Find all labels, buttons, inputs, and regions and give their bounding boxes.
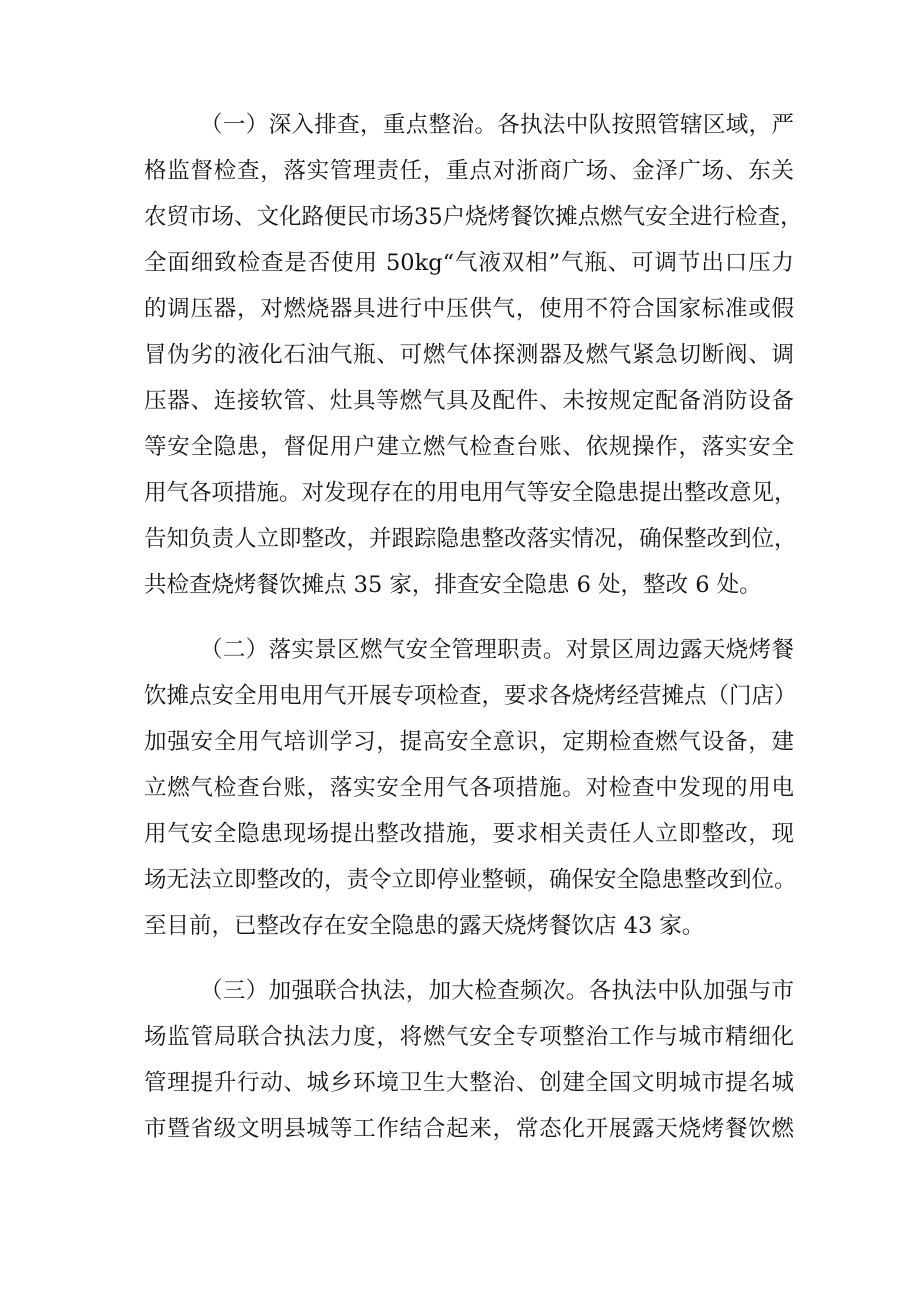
- text-line: 共检查烧烤餐饮摊点 35 家，排查安全隐患 6 处，整改 6 处。: [144, 572, 762, 598]
- text-line: 冒伪劣的液化石油气瓶、可燃气体探测器及燃气紧急切断阀、调: [144, 342, 794, 368]
- text-line: 用气各项措施。对发现存在的用电用气等安全隐患提出整改意见，: [144, 480, 797, 506]
- text-line: 压器、连接软管、灶具等燃气具及配件、未按规定配备消防设备: [144, 388, 794, 414]
- text-line: 场无法立即整改的，责令立即停业整顿，确保安全隐患整改到位。: [144, 867, 797, 893]
- text-line: 立燃气检查台账，落实安全用气各项措施。对检查中发现的用电: [144, 775, 794, 801]
- text-line: 的调压器，对燃烧器具进行中压供气，使用不符合国家标准或假: [144, 296, 794, 322]
- text-line: 市暨省级文明县城等工作结合起来，常态化开展露天烧烤餐饮燃: [144, 1116, 794, 1142]
- text-line: 至目前，已整改存在安全隐患的露天烧烤餐饮店 43 家。: [144, 913, 705, 939]
- text-line: 用气安全隐患现场提出整改措施，要求相关责任人立即整改，现: [144, 821, 794, 847]
- text-line: 加强安全用气培训学习，提高安全意识，定期检查燃气设备，建: [144, 729, 794, 755]
- text-line: （三）加强联合执法，加大检查频次。各执法中队加强与市: [200, 978, 794, 1004]
- text-line: 全面细致检查是否使用 50kg“气液双相”气瓶、可调节出口压力: [144, 250, 794, 276]
- text-line: 格监督检查，落实管理责任，重点对浙商广场、金泽广场、东关: [144, 158, 794, 184]
- text-line: 饮摊点安全用电用气开展专项检查，要求各烧烤经营摊点（门店）: [144, 683, 797, 709]
- text-line: 管理提升行动、城乡环境卫生大整治、创建全国文明城市提名城: [144, 1070, 794, 1096]
- text-line: 告知负责人立即整改，并跟踪隐患整改落实情况，确保整改到位，: [144, 526, 797, 552]
- text-line: 场监管局联合执法力度，将燃气安全专项整治工作与城市精细化: [144, 1024, 794, 1050]
- text-line: （一）深入排查，重点整治。各执法中队按照管辖区域，严: [200, 112, 794, 138]
- text-line: 等安全隐患，督促用户建立燃气检查台账、依规操作，落实安全: [144, 434, 794, 460]
- text-line: （二）落实景区燃气安全管理职责。对景区周边露天烧烤餐: [200, 637, 794, 663]
- text-line: 农贸市场、文化路便民市场35户烧烤餐饮摊点燃气安全进行检查，: [144, 204, 803, 230]
